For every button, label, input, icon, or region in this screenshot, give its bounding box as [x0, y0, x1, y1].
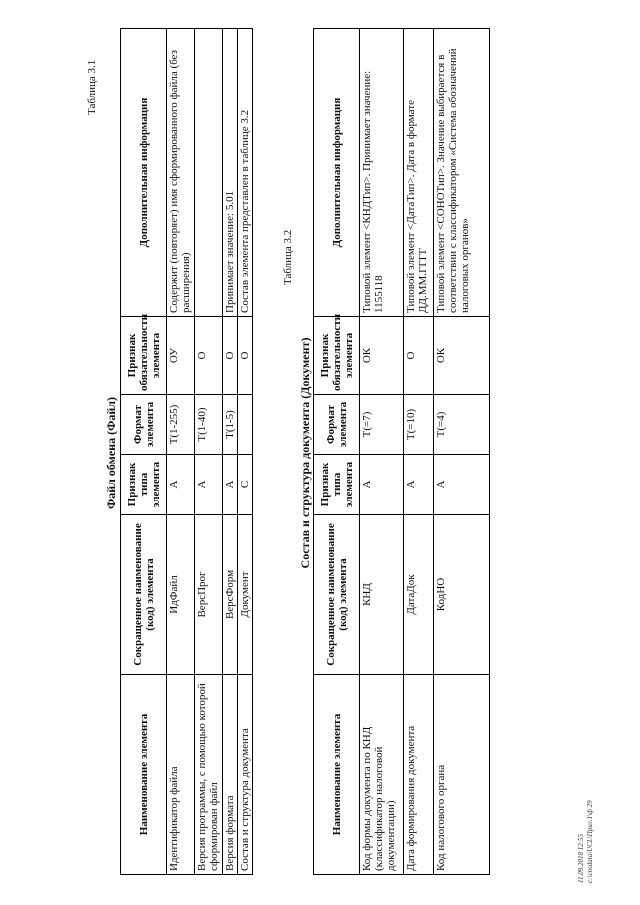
footer-timestamp: 11.09.2018 12:55	[577, 833, 585, 883]
table-cell: А	[167, 455, 195, 515]
table-cell: О	[195, 317, 223, 395]
table-cell: Типовой элемент <СОНОТип>. Значение выбирается в соответствии с классификатором «Система обозначений налоговых органов»	[434, 29, 490, 317]
table-cell: О	[238, 317, 253, 395]
table-row	[360, 29, 404, 875]
table2-header-cell: Наименование элемента	[314, 675, 360, 875]
table-cell: С	[238, 455, 253, 515]
table1-title: Файл обмена (Файл)	[104, 396, 118, 510]
table1-header-cell: Признак типа элемента	[121, 455, 167, 515]
table-row	[238, 29, 253, 875]
table-cell: ВерсФорм	[223, 515, 238, 675]
table-cell: T(=7)	[360, 395, 404, 455]
table-cell: А	[434, 455, 490, 515]
table-cell: Код налогового органа	[434, 675, 490, 875]
table-cell: T(=4)	[434, 395, 490, 455]
table-cell: А	[195, 455, 223, 515]
table-cell: Содержит (повторяет) имя сформированного файла (без расширения)	[167, 29, 195, 317]
table-cell: А	[223, 455, 238, 515]
table-row	[434, 29, 490, 875]
table1-header-cell: Наименование элемента	[121, 675, 167, 875]
table-cell: Типовой элемент <ДатаТип>. Дата в формате ДД.ММ.ГГГГ	[404, 29, 434, 317]
table-cell: ИдФайл	[167, 515, 195, 675]
table-cell: Состав и структура документа	[238, 675, 253, 875]
table-cell: О	[404, 317, 434, 395]
table-row	[167, 29, 195, 875]
table-cell: Принимает значение: 5.01	[223, 29, 238, 317]
table-row	[195, 29, 223, 875]
table-cell: А	[360, 455, 404, 515]
table-row	[404, 29, 434, 875]
table-cell: Документ	[238, 515, 253, 675]
table1-header-cell: Формат элемента	[121, 395, 167, 455]
table-cell: ОК	[434, 317, 490, 395]
table-cell: T(1-40)	[195, 395, 223, 455]
table-cell: Код формы документа по КНД (классификатор налоговой документации)	[360, 675, 404, 875]
table-cell: Версия программы, с помощью которой сформирован файл	[195, 675, 223, 875]
table-cell: T(1-255)	[167, 395, 195, 455]
table-cell: Дата формирования документа	[404, 675, 434, 875]
table1	[120, 28, 253, 875]
table1-header-cell: Признак обязательности элемента	[121, 317, 167, 395]
table-cell	[238, 395, 253, 455]
table2-header-cell: Формат элемента	[314, 395, 360, 455]
table2-title: Состав и структура документа (Документ)	[298, 337, 312, 569]
table-cell: ОУ	[167, 317, 195, 395]
table-cell: О	[223, 317, 238, 395]
table-cell: T(=10)	[404, 395, 434, 455]
footer-file-path: c:\cnsdata\UCL\Прил.1\ф 29	[586, 800, 594, 883]
table-cell: КодНО	[434, 515, 490, 675]
table2	[313, 28, 490, 875]
table-row	[223, 29, 238, 875]
table-cell: ДатаДок	[404, 515, 434, 675]
table2-header-cell: Сокращенное наименование (код) элемента	[314, 515, 360, 675]
table-cell: T(1-5)	[223, 395, 238, 455]
table2-header-row	[314, 29, 360, 875]
table2-header-cell: Дополнительная информация	[314, 29, 360, 317]
table-cell: КНД	[360, 515, 404, 675]
table1-header-row	[121, 29, 167, 875]
table1-header-cell: Дополнительная информация	[121, 29, 167, 317]
table2-header-cell: Признак обязательности элемента	[314, 317, 360, 395]
table-cell: Типовой элемент <КНДТип>. Принимает значение: 1155118	[360, 29, 404, 317]
table-cell: Идентификатор файла	[167, 675, 195, 875]
table1-label: Таблица 3.1	[86, 59, 98, 115]
table1-header-cell: Сокращенное наименование (код) элемента	[121, 515, 167, 675]
table-cell: Состав элемента представлен в таблице 3.2	[238, 29, 253, 317]
table-cell: А	[404, 455, 434, 515]
document-footer	[577, 733, 595, 883]
table-cell	[195, 29, 223, 317]
table-cell: ВерсПрог	[195, 515, 223, 675]
table2-label: Таблица 3.2	[282, 229, 294, 285]
table2-header-cell: Признак типа элемента	[314, 455, 360, 515]
table-cell: Версия формата	[223, 675, 238, 875]
table-cell: ОК	[360, 317, 404, 395]
